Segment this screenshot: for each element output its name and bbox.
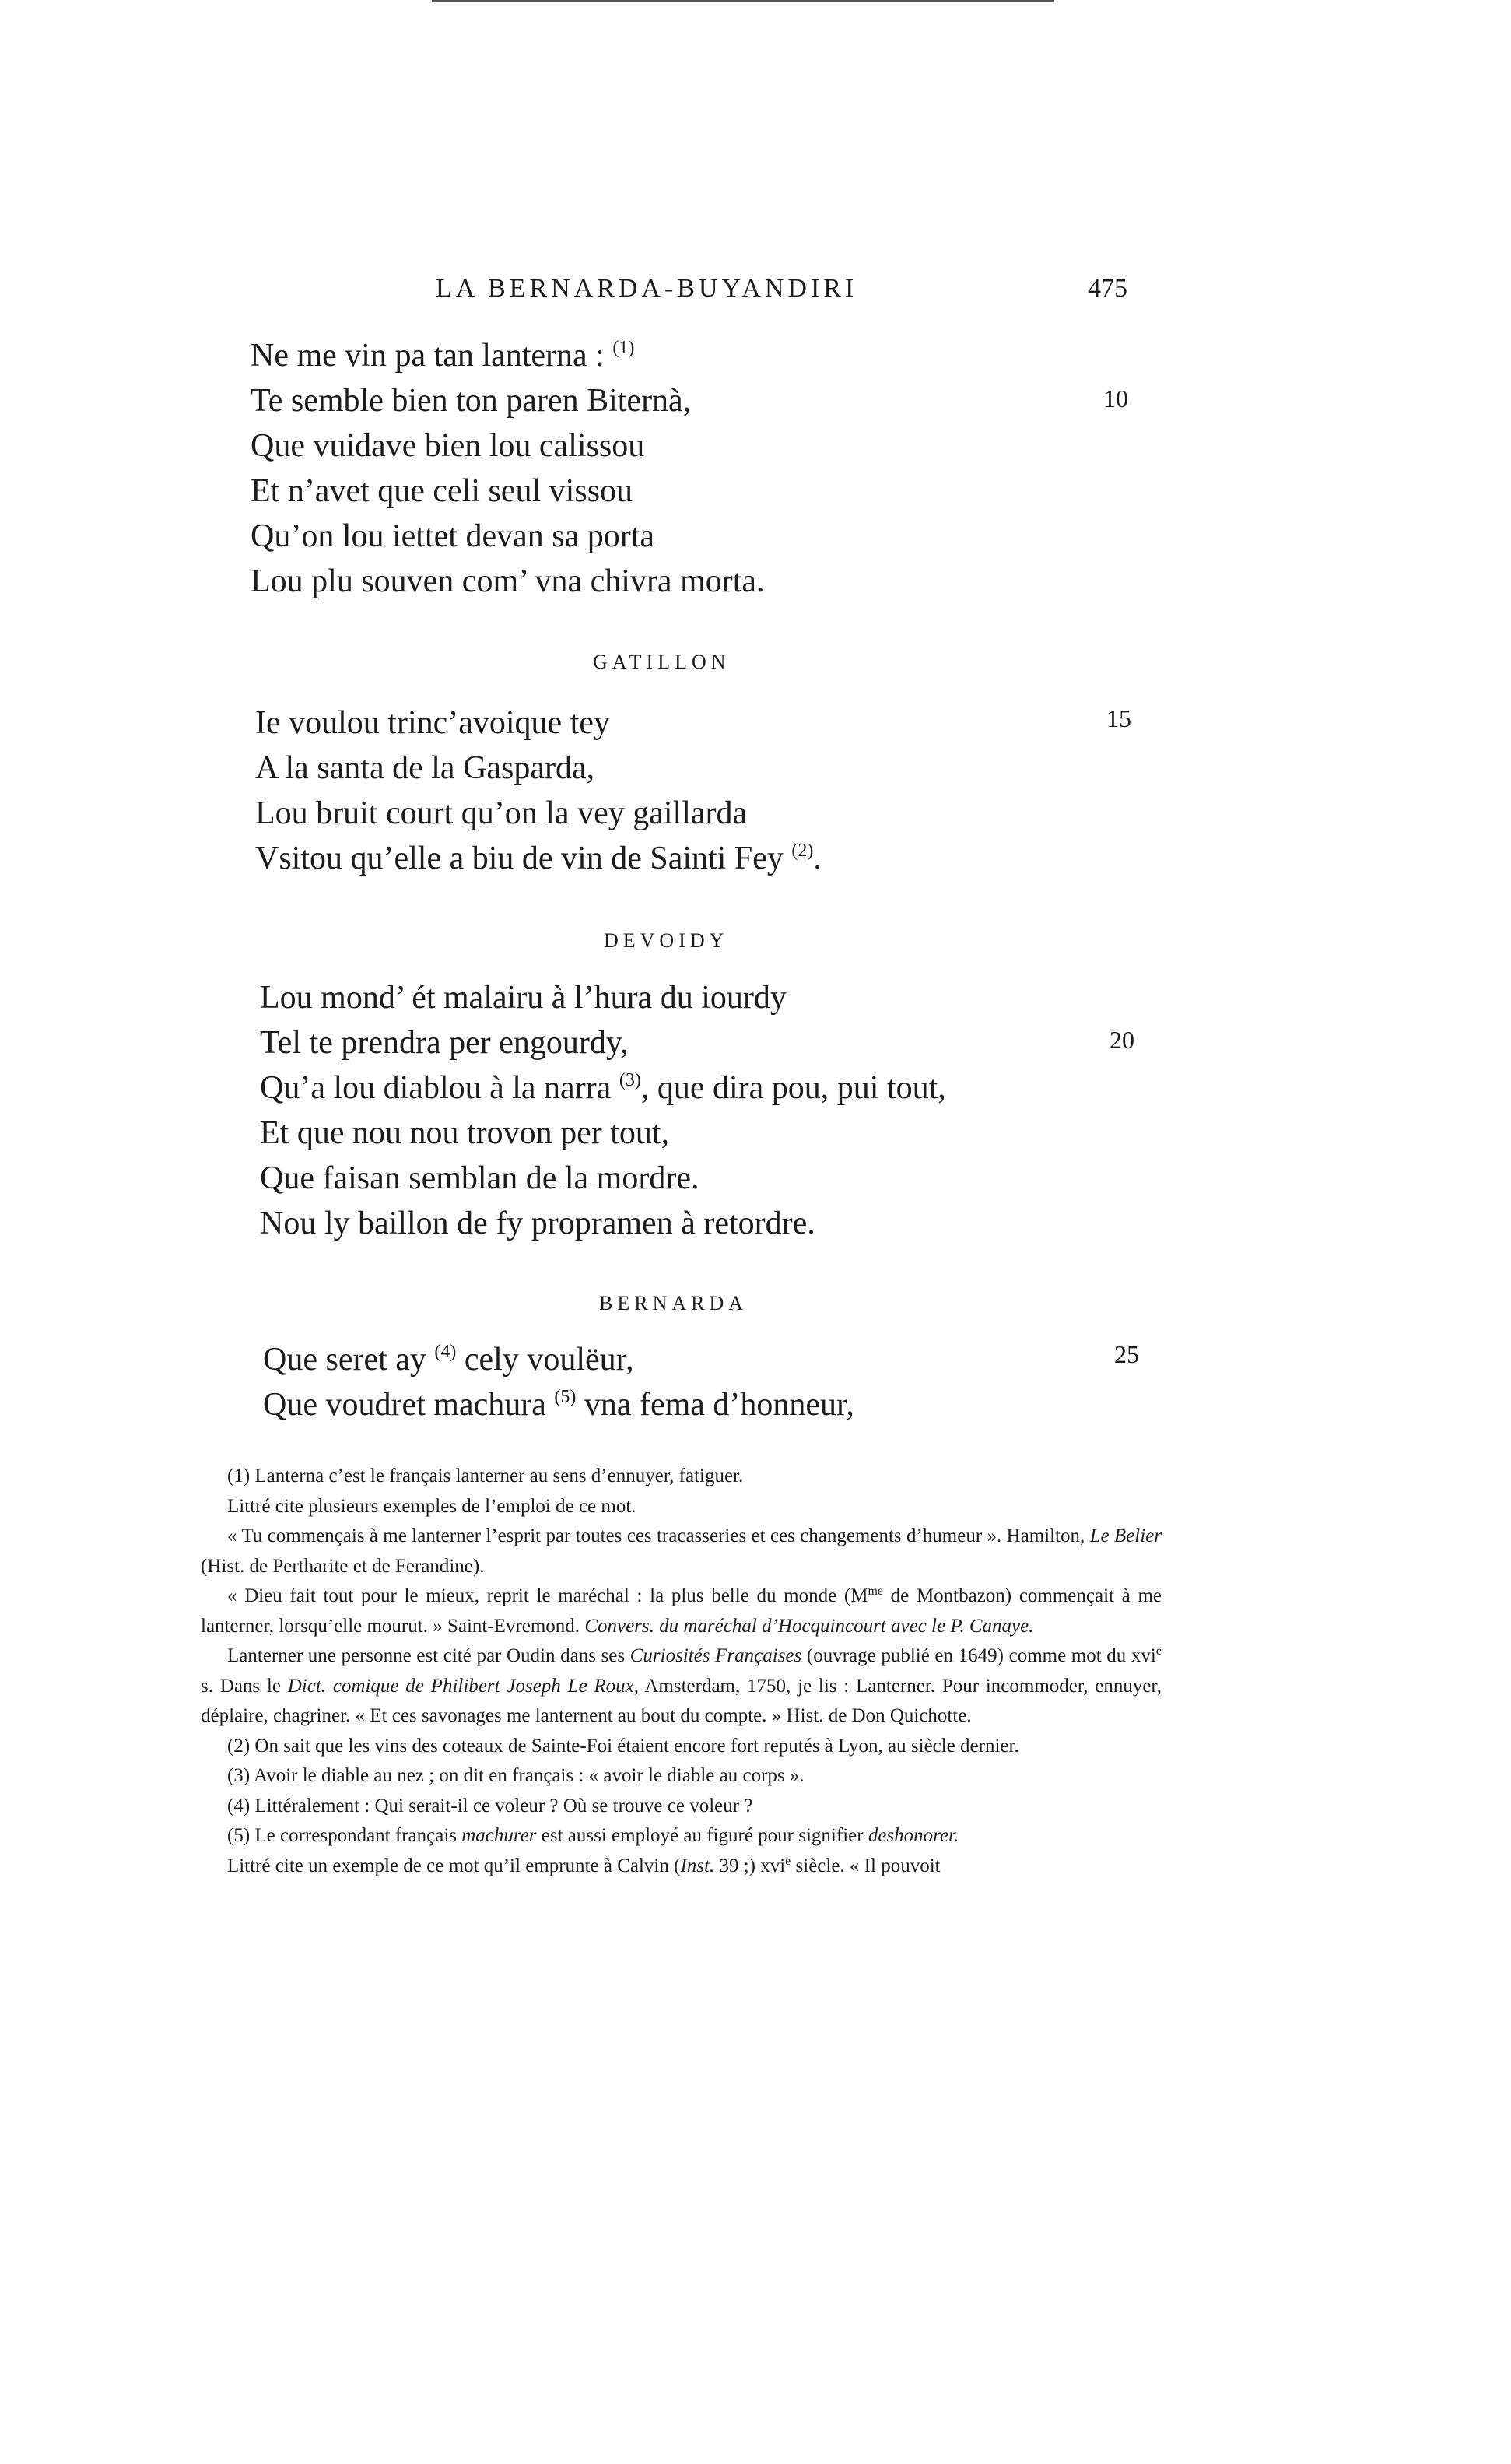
stanza-3	[260, 975, 946, 1246]
page-number: 475	[1088, 274, 1127, 303]
footnote-2: (2) On sait que les vins des coteaux de Sainte-Foi étaient encore fort reputés à Lyon, au siècle dernier.	[227, 1735, 1019, 1757]
footnote-ref-1: (1)	[612, 338, 635, 358]
line-number: 25	[1114, 1340, 1139, 1368]
footnote-ref-2: (2)	[791, 841, 814, 861]
verse-line: A la santa de la Gasparda,	[255, 750, 595, 786]
line-number: 15	[1106, 704, 1131, 732]
verse-line: Lou plu souven com’ vna chivra morta.	[251, 563, 765, 599]
footnote-1-continued: Littré cite plusieurs exemples de l’emploi de ce mot.	[227, 1495, 636, 1517]
verse-line: Nou ly baillon de fy propramen à retordre.	[260, 1206, 815, 1241]
footnote-ref-5: (5)	[554, 1387, 577, 1407]
footnotes	[201, 1462, 1162, 1881]
top-rule	[432, 0, 1054, 2]
verse-line: Que seret ay $^{(4)}$ cely voulëur,	[263, 1342, 634, 1378]
stanza-2	[255, 700, 822, 881]
verse-line: Et que nou nou trovon per tout,	[260, 1115, 670, 1151]
verse-line: Que voudret machura $^{(5)}$ vna fema d’honneur,	[263, 1387, 854, 1423]
stanza-1	[251, 333, 765, 604]
footnote-1: (1) Lanterna c’est le français lanterner au sens d’ennuyer, fatiguer.	[227, 1465, 744, 1486]
verse-line: Lou bruit court qu’on la vey gaillarda	[255, 795, 748, 831]
footnote-1-oudin: Lanterner une personne est cité par Oudin dans ses Curiosités Françaises (ouvrage publié en 1649) comme mot du xvi$^e$ s. Dans le Dict. comique de Philibert Joseph Le Roux, Amsterdam, 1750, je lis : Lanterner. Pour incommoder, ennuyer, déplaire, chagriner. « Et ces savonages me lanternent au bout du compte. » Hist. de Don Quichotte.	[201, 1644, 1162, 1726]
verse-line: Et n’avet que celi seul vissou	[251, 473, 633, 509]
footnote-1-quote-hamilton: « Tu commençais à me lanterner l’esprit par toutes ces tracasseries et ces changements d’humeur ». Hamilton, Le Belier (Hist. de Pertharite et de Ferandine).	[201, 1525, 1162, 1577]
verse-line: Lou mond’ ét malairu à l’hura du iourdy	[260, 980, 787, 1016]
footnote-ref-3: (3)	[619, 1070, 641, 1090]
verse-line: Que faisan semblan de la mordre.	[260, 1160, 699, 1196]
stanza-4	[263, 1337, 854, 1427]
verse-line: Vsitou qu’elle a biu de vin de Sainti Fey $^{(2)}$.	[255, 841, 822, 876]
footnote-5-continued: Littré cite un exemple de ce mot qu’il emprunte à Calvin (Inst. 39 ;) xvi$^e$ siècle. « Il pouvoit	[227, 1854, 941, 1876]
verse-line: Ne me vin pa tan lanterna : $^{(1)}$	[251, 338, 635, 374]
speaker-name: DEVOIDY	[604, 929, 729, 952]
verse-line: Qu’a lou diablou à la narra $^{(3)}$, que dira pou, pui tout,	[260, 1070, 946, 1106]
verse-line: Tel te prendra per engourdy,	[260, 1025, 629, 1061]
verse-line: Que vuidave bien lou calissou	[251, 428, 645, 464]
footnote-1-quote-saint-evremond: « Dieu fait tout pour le mieux, reprit le maréchal : la plus belle du monde ($M^{me}$ de Montbazon) commençait à me lanterner, lorsqu’elle mourut. » Saint-Evremond. Convers. du maréchal d’Hocquincourt avec le P. Canaye.	[201, 1585, 1162, 1637]
line-number: 10	[1103, 384, 1128, 412]
speaker-name: GATILLON	[593, 651, 731, 673]
footnote-3: (3) Avoir le diable au nez ; on dit en français : « avoir le diable au corps ».	[227, 1765, 805, 1786]
line-number: 20	[1110, 1026, 1134, 1054]
verse-line: Te semble bien ton paren Biternà,	[251, 383, 692, 419]
footnote-5: (5) Le correspondant français machurer est aussi employé au figuré pour signifier deshonorer.	[227, 1825, 959, 1846]
footnote-4: (4) Littéralement : Qui serait-il ce voleur ? Où se trouve ce voleur ?	[227, 1795, 753, 1816]
verse-line: Ie voulou trinc’avoique tey	[255, 705, 611, 741]
running-head: LA BERNARDA-BUYANDIRI	[436, 274, 858, 303]
speaker-name: BERNARDA	[599, 1292, 748, 1314]
verse-line: Qu’on lou iettet devan sa porta	[251, 518, 655, 554]
footnote-ref-4: (4)	[434, 1342, 457, 1362]
